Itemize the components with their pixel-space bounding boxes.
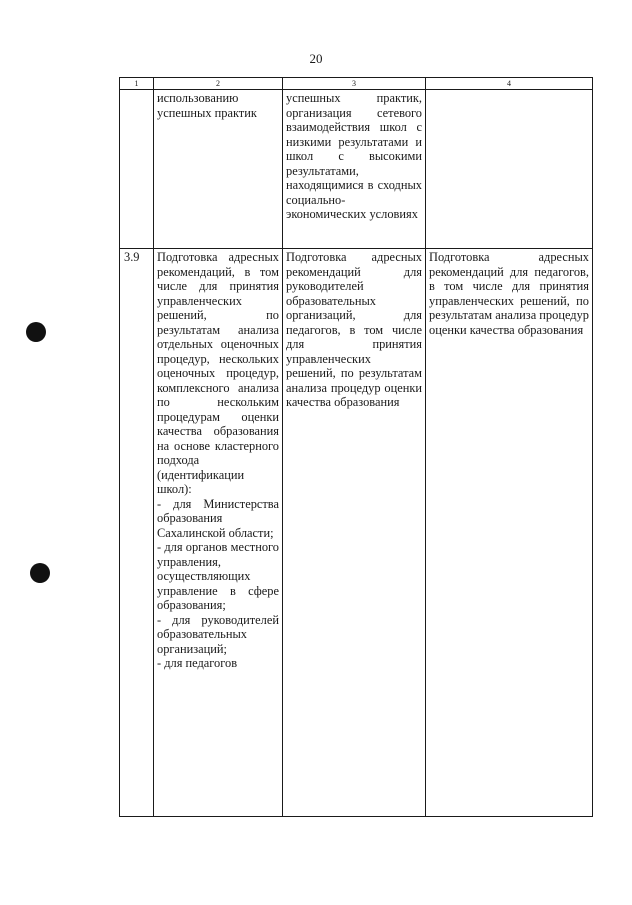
- table-row: [120, 90, 593, 249]
- column-number-header: 3: [283, 78, 426, 90]
- activity-list-item: - для органов местного управления, осуществляющих управление в сфере образования;: [157, 540, 279, 612]
- content-cell: Подготовка адресных рекомендаций для руководителей образовательных организаций, для педагогов, в том числе для принятия управленческих решений, по результатам анализа процедур оценки качества образования: [283, 249, 426, 817]
- result-cell: Подготовка адресных рекомендаций для педагогов, в том числе для принятия управленческих решений, по результатам анализа процедур оценки качества образования: [426, 249, 593, 817]
- activities-table: [119, 77, 593, 817]
- column-number-header: 1: [120, 78, 154, 90]
- table-row: [120, 249, 593, 817]
- row-number-cell: 3.9: [120, 249, 154, 817]
- result-cell: [426, 90, 593, 249]
- activity-list-item: - для педагогов: [157, 656, 238, 670]
- activity-paragraph: Подготовка адресных рекомендаций, в том числе для принятия управленческих решений, по результатам анализа отдельных оценочных процедур, нескольких оценочных процедур, комплексного анализа по нескольким процедурам оценки качества образования на основе кластерного подхода (идентификации школ):: [157, 250, 279, 496]
- table-header-row: [120, 78, 593, 90]
- row-number-cell: [120, 90, 154, 249]
- content-cell: успешных практик, организация сетевого взаимодействия школ с низкими результатами и школ с высокими результатами, находящимися в сходных социально-экономических условиях: [283, 90, 426, 249]
- activity-cell: [154, 249, 283, 817]
- column-number-header: 4: [426, 78, 593, 90]
- column-number-header: 2: [154, 78, 283, 90]
- activity-list-item: - для Министерства образования Сахалинской области;: [157, 496, 279, 540]
- activity-cell: использованию успешных практик: [154, 90, 283, 249]
- punch-hole-mark: [30, 563, 50, 583]
- punch-hole-mark: [26, 322, 46, 342]
- page-number: 20: [309, 51, 323, 66]
- activity-list-item: - для руководителей образовательных организаций;: [157, 612, 279, 656]
